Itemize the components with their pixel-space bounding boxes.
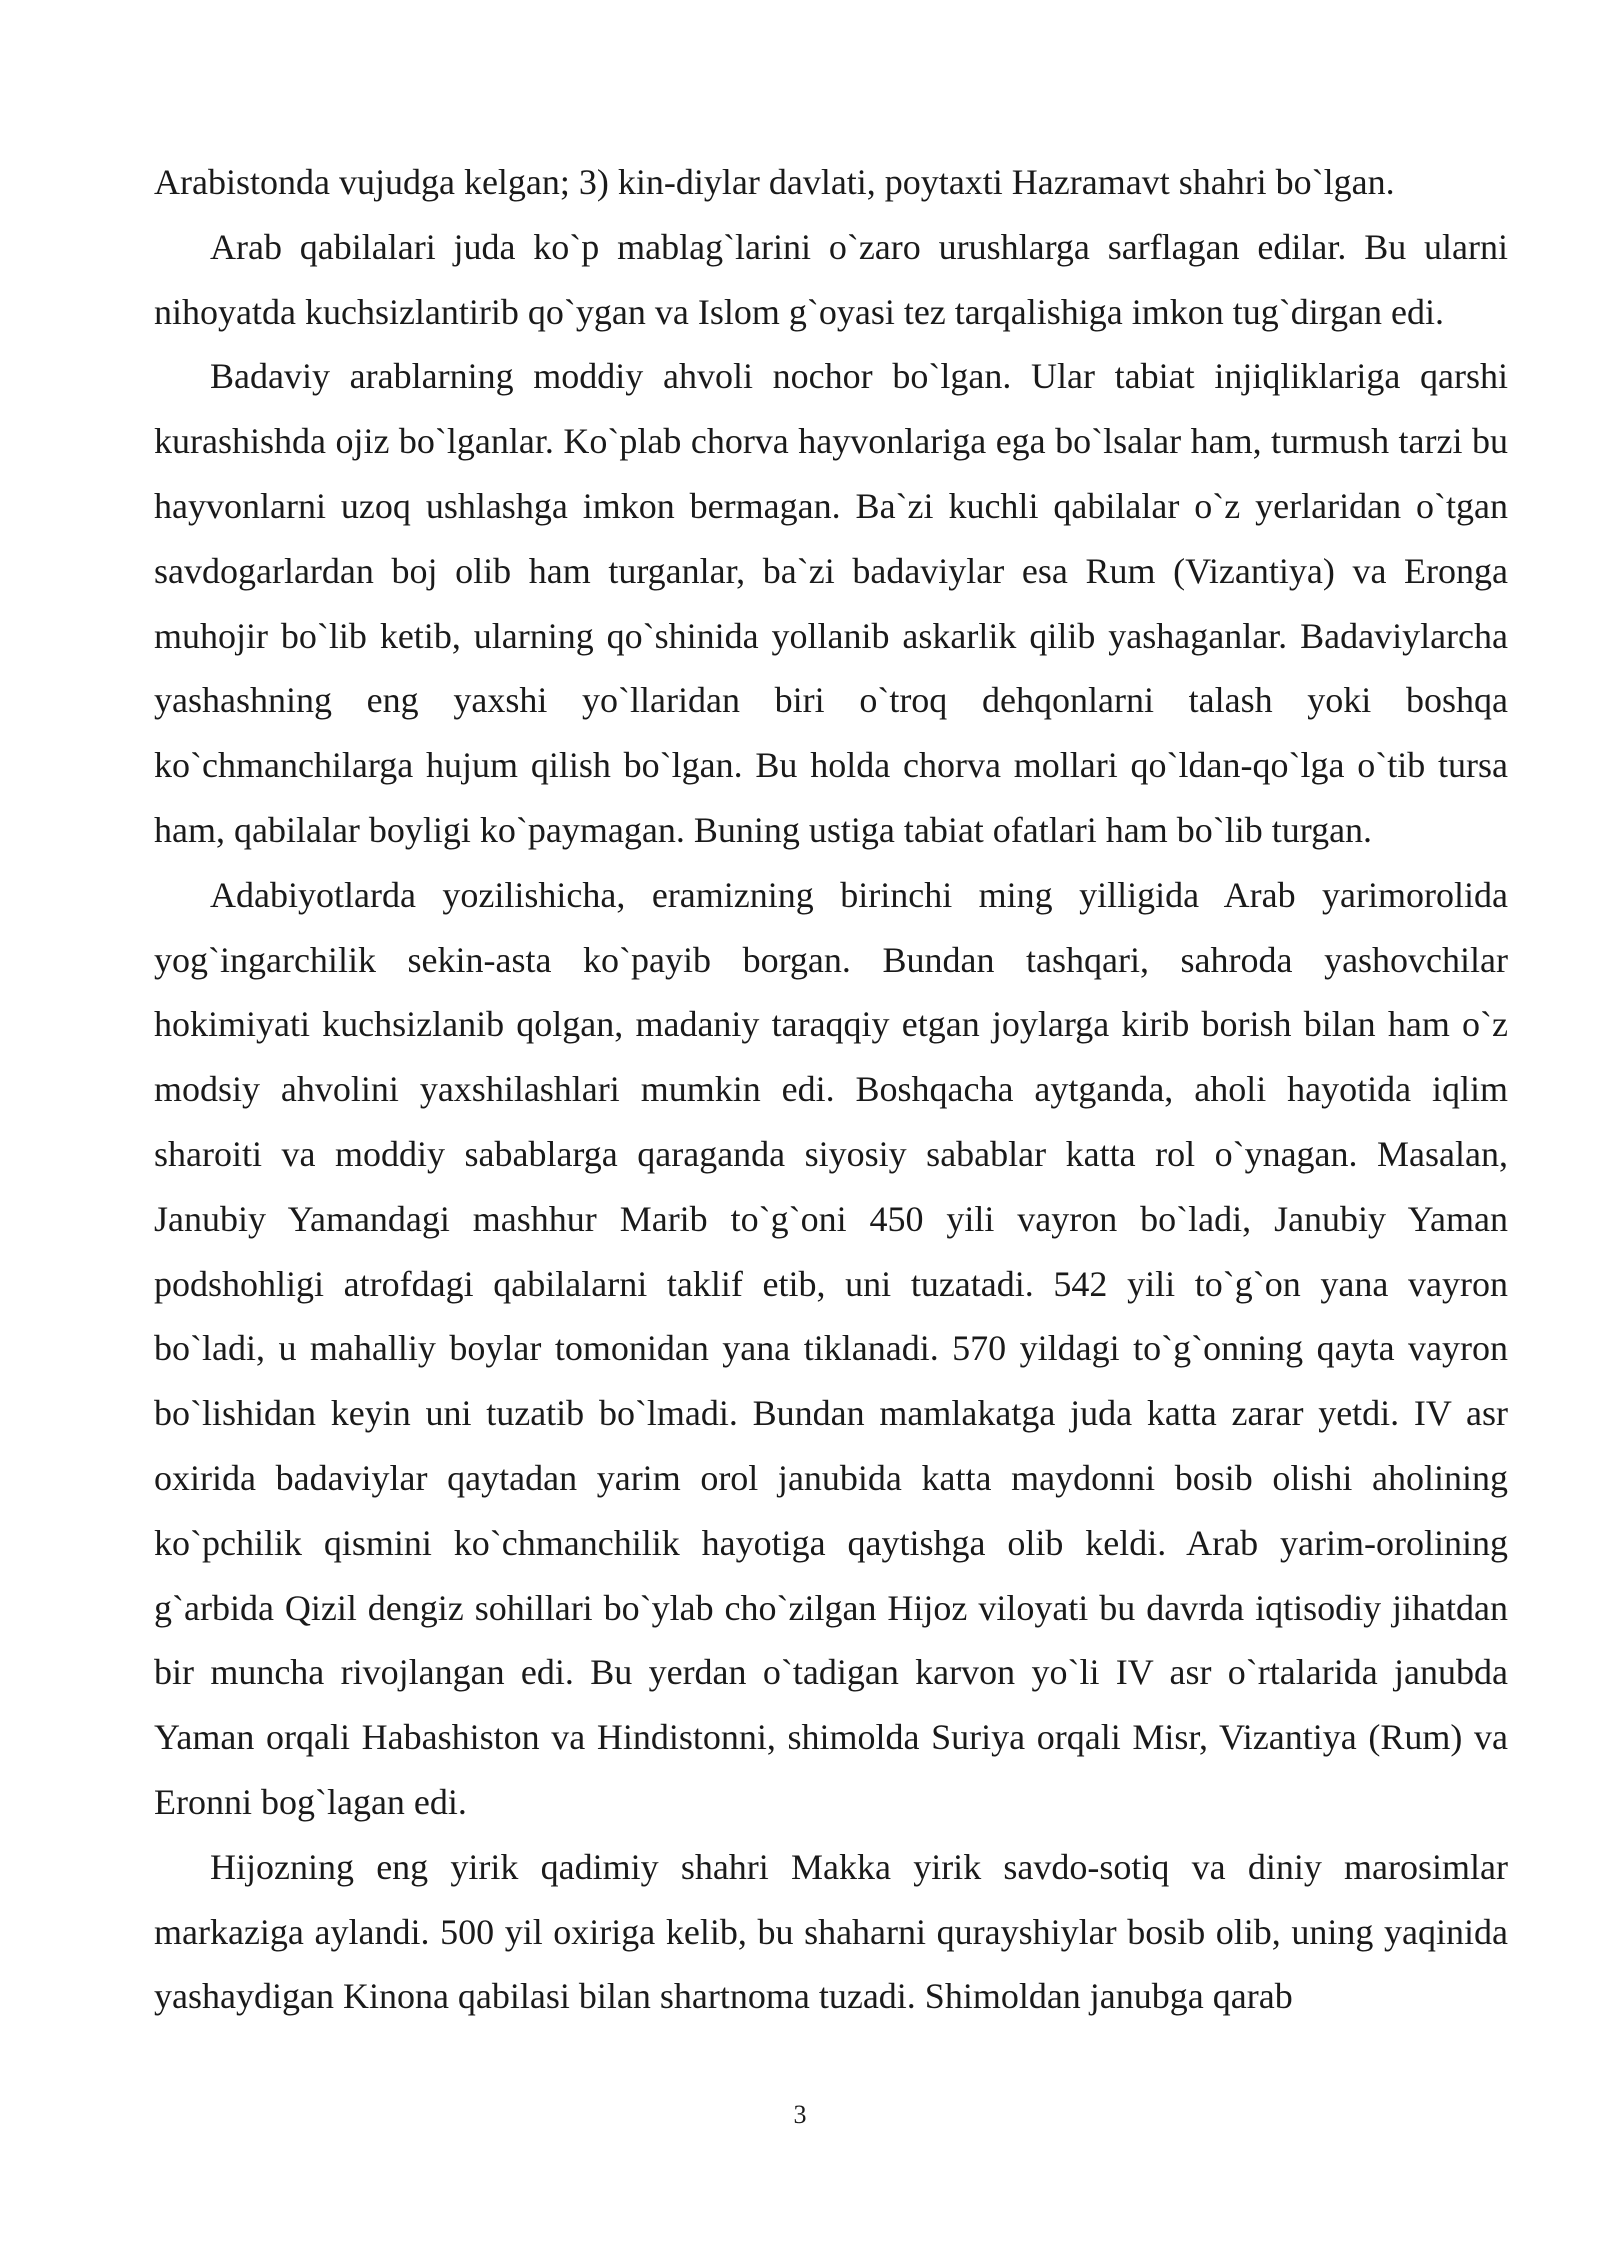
paragraph-continued: Arabistonda vujudga kelgan; 3) kin-diylar davlati, poytaxti Hazramavt shahri bo`lgan. [154,162,1395,202]
paragraph: Adabiyotlarda yozilishicha, eramizning birinchi ming yilligida Arab yarimorolida yog`ingarchilik sekin-asta ko`payib borgan. Bundan tashqari, sahroda yashovchilar hokimiyati kuchsizlanib qolgan, madaniy taraqqiy etgan joylarga kirib borish bilan ham o`z modsiy ahvolini yaxshilashlari mumkin edi. Boshqacha aytganda, aholi hayotida iqlim sharoiti va moddiy sabablarga qaraganda siyosiy sabablar katta rol o`ynagan. Masalan, Janubiy Yamandagi mashhur Marib to`g`oni 450 yili vayron bo`ladi, Janubiy Yaman podshohligi atrofdagi qabilalarni taklif etib, uni tuzatadi. 542 yili to`g`on yana vayron bo`ladi, u mahalliy boylar tomonidan yana tiklanadi. 570 yildagi to`g`onning qayta vayron bo`lishidan keyin uni tuzatib bo`lmadi. Bundan mamlakatga juda katta zarar yetdi. IV asr oxirida badaviylar qaytadan yarim orol janubida katta maydonni bosib olishi aholining ko`pchilik qismini ko`chmanchilik hayotiga qaytishga olib keldi. Arab yarim-orolining g`arbida Qizil dengiz sohillari bo`ylab cho`zilgan Hijoz viloyati bu davrda iqtisodiy jihatdan bir muncha rivojlangan edi. Bu yerdan o`tadigan karvon yo`li IV asr o`rtalarida janubda Yaman orqali Habashiston va Hindistonni, shimolda Suriya orqali Misr, Vizantiya (Rum) va Eronni bog`lagan edi. [154,874,1508,1822]
document-page [154,150,1508,2029]
paragraph: Hijozning eng yirik qadimiy shahri Makka yirik savdo-sotiq va diniy marosimlar markaziga aylandi. 500 yil oxiriga kelib, bu shaharni qurayshiylar bosib olib, uning yaqinida yashaydigan Kinona qabilasi bilan shartnoma tuzadi. Shimoldan janubga qarab [154,1846,1508,2017]
paragraph: Arab qabilalari juda ko`p mablag`larini o`zaro urushlarga sarflagan edilar. Bu ularni nihoyatda kuchsizlantirib qo`ygan va Islom g`oyasi tez tarqalishiga imkon tug`dirgan edi. [154,226,1508,332]
page-number: 3 [793,2100,807,2129]
paragraph: Badaviy arablarning moddiy ahvoli nochor bo`lgan. Ular tabiat injiqliklariga qarshi kurashishda ojiz bo`lganlar. Ko`plab chorva hayvonlariga ega bo`lsalar ham, turmush tarzi bu hayvonlarni uzoq ushlashga imkon bermagan. Ba`zi kuchli qabilalar o`z yerlaridan o`tgan savdogarlardan boj olib ham turganlar, ba`zi badaviylar esa Rum (Vizantiya) va Eronga muhojir bo`lib ketib, ularning qo`shinida yollanib askarlik qilib yashaganlar. Badaviylarcha yashashning eng yaxshi yo`llaridan biri o`troq dehqonlarni talash yoki boshqa ko`chmanchilarga hujum qilish bo`lgan. Bu holda chorva mollari qo`ldan-qo`lga o`tib tursa ham, qabilalar boyligi ko`paymagan. Buning ustiga tabiat ofatlari ham bo`lib turgan. [154,356,1508,850]
